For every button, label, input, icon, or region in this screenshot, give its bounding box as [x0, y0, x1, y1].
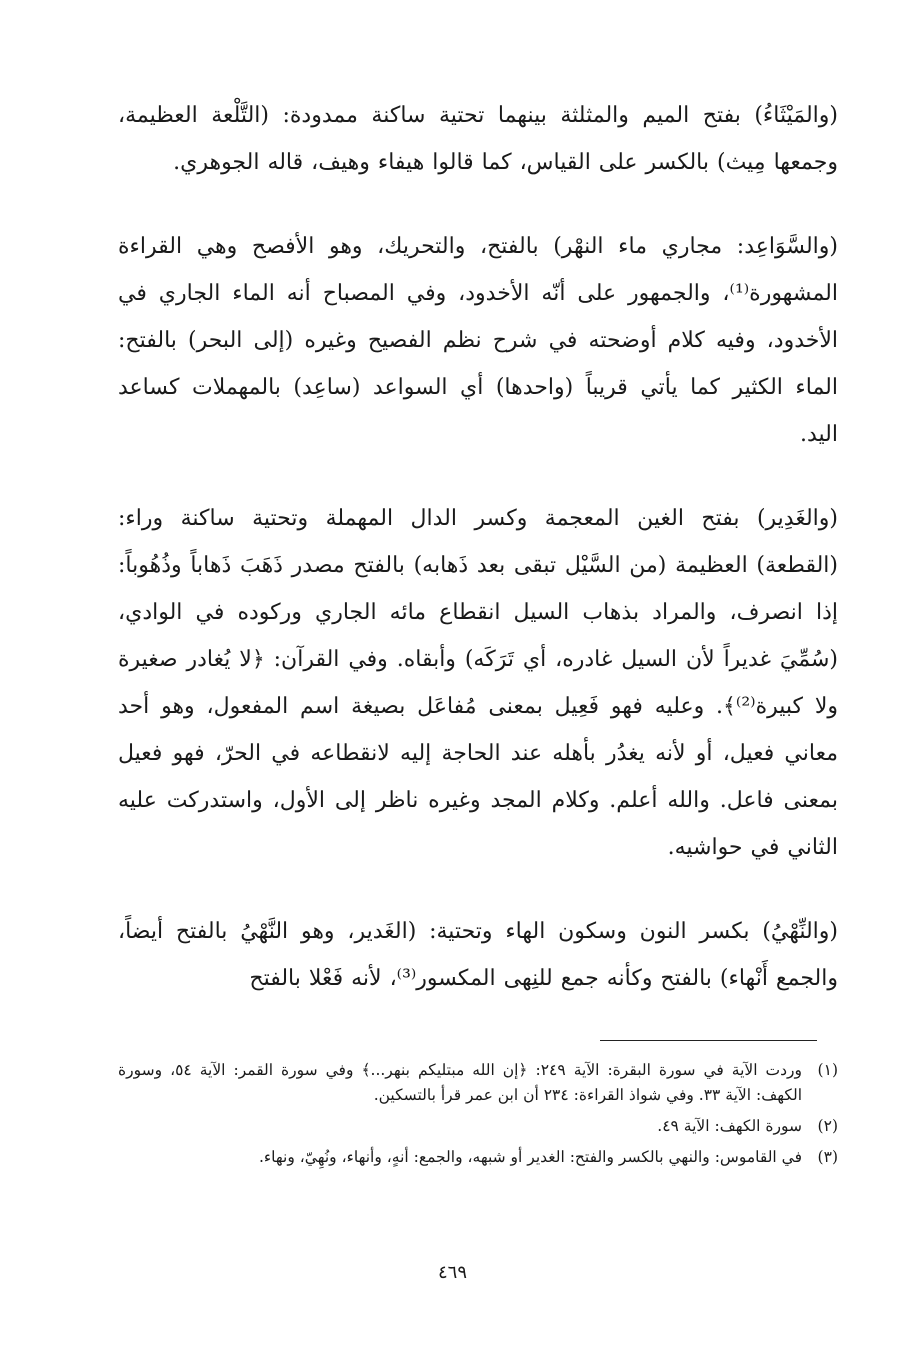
footnote-number: (٢)	[817, 1117, 838, 1135]
footnote-number: (٣)	[817, 1148, 838, 1166]
footnote-text: سورة الكهف: الآية ٤٩.	[657, 1117, 802, 1135]
paragraph-sawaid: (والسَّوَاعِد: مجاري ماء النهْر) بالفتح، والتحريك، وهو الأفصح وهي القراءة المشهورة⁽¹⁾، والجمهور على أنّه الأخدود، وفي المصباح أنه الماء الجاري في الأخدود، وفيه كلام أوضحته في شرح نظم الفصيح وغيره (إلى البحر) بالفتح: الماء الكثير كما يأتي قريباً (واحدها) أي السواعد (ساعِد) بالمهملات كساعد اليد.	[118, 234, 838, 447]
footnote-separator	[600, 1040, 817, 1041]
page-number: ٤٦٩	[437, 1262, 467, 1283]
footnote-3	[118, 1145, 838, 1170]
footnote-text: وردت الآية في سورة البقرة: الآية ٢٤٩: ﴿إن الله مبتليكم بنهر...﴾ وفي سورة القمر: الآية ٥٤، وسورة الكهف: الآية ٣٣. وفي شواذ القراءة: ٢٣٤ أن ابن عمر قرأ بالتسكين.	[118, 1061, 802, 1104]
footnotes	[118, 1058, 838, 1176]
paragraph-ghadir: (والغَدِير) بفتح الغين المعجمة وكسر الدال المهملة وتحتية ساكنة وراء: (القطعة) العظيمة (من السَّيْل تبقى بعد ذَهابه) بالفتح مصدر ذَهَبَ ذَهاباً وذُهُوباً: إذا انصرف، والمراد بذهاب السيل انقطاع مائه الجاري وركوده في الوادي، (سُمِّيَ غديراً لأن السيل غادره، أي تَرَكَه) وأبقاه. وفي القرآن: ﴿لا يُغادر صغيرة ولا كبيرة⁽²⁾﴾. وعليه فهو فَعِيل بمعنى مُفاعَل بصيغة اسم المفعول، وهو أحد معاني فعيل، أو لأنه يغدُر بأهله عند الحاجة إليه لانقطاعه في الحرّ، فهو فعيل بمعنى فاعل. والله أعلم. وكلام المجد وغيره ناظر إلى الأول، واستدركت عليه الثاني في حواشيه.	[118, 506, 838, 860]
footnote-1	[118, 1058, 838, 1108]
footnote-text: في القاموس: والنهي بالكسر والفتح: الغدير أو شبهه، والجمع: أنهٍ، وأنهاء، ونُهِيّ، ونهاء.	[258, 1148, 802, 1166]
paragraph-maythaa: (والمَيْثَاءُ) بفتح الميم والمثلثة بينهما تحتية ساكنة ممدودة: (التَّلْعة العظيمة، وجمعها مِيث) بالكسر على القياس، كما قالوا هيفاء وهيف، قاله الجوهري.	[118, 103, 838, 175]
main-text	[118, 92, 838, 1039]
paragraph-nihy: (والنِّهْيُ) بكسر النون وسكون الهاء وتحتية: (الغَدير، وهو النَّهْيُ بالفتح أيضاً، والجمع أَنْهاء) بالفتح وكأنه جمع للنِهى المكسور⁽³⁾، لأنه فَعْلا بالفتح	[118, 919, 838, 991]
footnote-number: (١)	[817, 1061, 838, 1079]
footnote-2	[118, 1114, 838, 1139]
